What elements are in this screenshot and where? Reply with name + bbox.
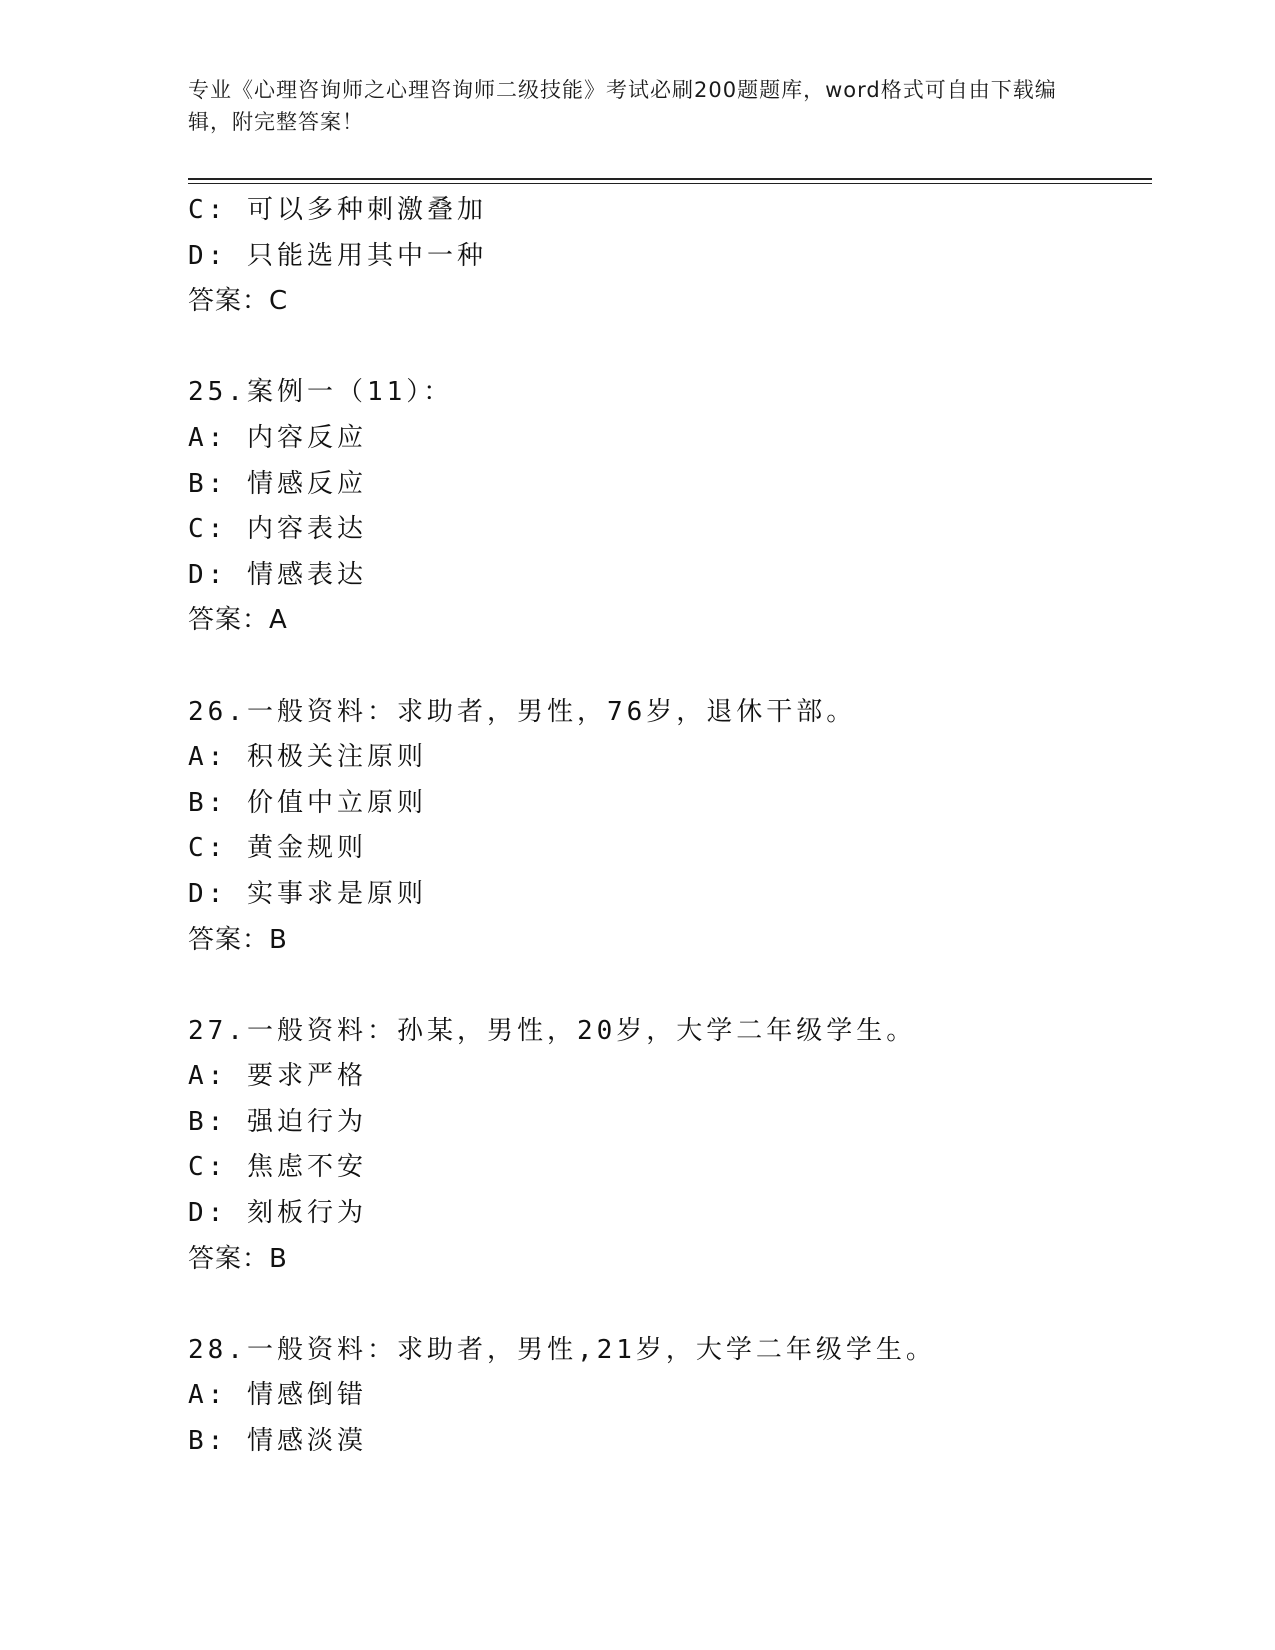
header-rule-thin <box>188 183 1152 184</box>
question-stem: 25.案例一（11）： <box>188 377 454 408</box>
option-c: C: 黄金规则 <box>188 833 367 864</box>
spacer <box>188 325 1152 371</box>
option-b: B: 情感反应 <box>188 468 367 499</box>
answer-line: 答案：A <box>188 605 288 636</box>
spacer <box>188 644 1152 690</box>
document-header: 专业《心理咨询师之心理咨询师二级技能》考试必刷200题题库，word格式可自由下载编辑，附完整答案！ <box>188 78 1057 134</box>
spacer <box>188 1282 1152 1328</box>
spacer <box>188 963 1152 1009</box>
option-a: A: 积极关注原则 <box>188 742 427 773</box>
option-d: D: 情感表达 <box>188 559 367 590</box>
option-b: B: 价值中立原则 <box>188 787 427 818</box>
header-rule-thick <box>188 178 1152 180</box>
question-content <box>188 188 1152 1465</box>
option-b: B: 强迫行为 <box>188 1106 367 1137</box>
option-b: B: 情感淡漠 <box>188 1426 367 1457</box>
option-a: A: 内容反应 <box>188 422 367 453</box>
answer-line: 答案：B <box>188 1243 288 1274</box>
question-stem: 28.一般资料：求助者，男性,21岁，大学二年级学生。 <box>188 1334 936 1365</box>
option-c: C: 内容表达 <box>188 514 367 545</box>
option-d: D: 只能选用其中一种 <box>188 240 487 271</box>
option-d: D: 实事求是原则 <box>188 878 427 909</box>
question-stem: 26.一般资料：求助者，男性，76岁，退休干部。 <box>188 696 857 727</box>
option-a: A: 要求严格 <box>188 1061 367 1092</box>
option-c: C: 可以多种刺激叠加 <box>188 195 487 225</box>
option-d: D: 刻板行为 <box>188 1198 367 1229</box>
option-c: C: 焦虑不安 <box>188 1152 367 1183</box>
option-a: A: 情感倒错 <box>188 1380 367 1411</box>
answer-line: 答案：B <box>188 924 288 955</box>
answer-line: 答案：C <box>188 286 289 317</box>
question-stem: 27.一般资料：孙某，男性，20岁，大学二年级学生。 <box>188 1015 917 1046</box>
